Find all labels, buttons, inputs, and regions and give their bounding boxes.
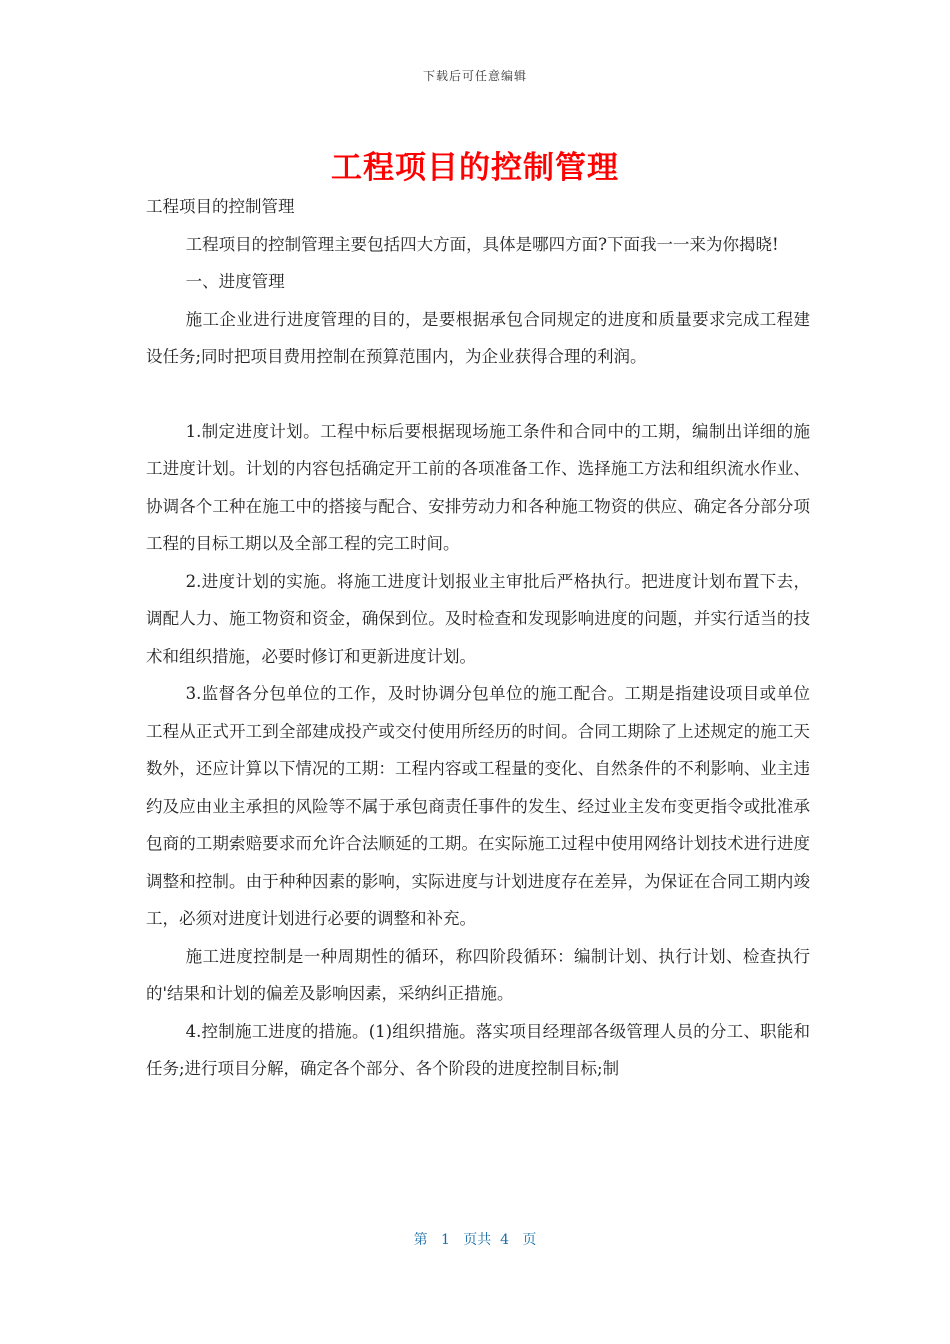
paragraph-progress-purpose: 施工企业进行进度管理的目的，是要根据承包合同规定的进度和质量要求完成工程建设任务;同时把项目费用控制在预算范围内，为企业获得合理的利润。 bbox=[146, 309, 810, 366]
section-heading-progress: 一、进度管理 bbox=[185, 272, 285, 291]
header-note: 下载后可任意编辑 bbox=[422, 69, 527, 83]
paragraph-item-4: 4.控制施工进度的措施。(1)组织措施。落实项目经理部各级管理人员的分工、职能和任务;进行项目分解，确定各个部分、各个阶段的进度控制目标;制 bbox=[146, 1021, 810, 1078]
paragraph-subtitle: 工程项目的控制管理 bbox=[146, 197, 295, 216]
paragraph-intro: 工程项目的控制管理主要包括四大方面，具体是哪四方面?下面我一一来为你揭晓! bbox=[185, 234, 779, 254]
paragraph-cycle: 施工进度控制是一种周期性的循环，称四阶段循环：编制计划、执行计划、检查执行的'结果和计划的偏差及影响因素，采纳纠正措施。 bbox=[146, 946, 810, 1003]
paragraph-item-3: 3.监督各分包单位的工作，及时协调分包单位的施工配合。工期是指建设项目或单位工程从正式开工到全部建成投产或交付使用所经历的时间。合同工期除了上述规定的施工天数外，还应计算以下情况的工期：工程内容或工程量的变化、自然条件的不利影响、业主违约及应由业主承担的风险等不属于承包商责任事件的发生、经过业主发布变更指令或批准承包商的工期索赔要求而允许合法顺延的工期。在实际施工过程中使用网络计划技术进行进度调整和控制。由于种种因素的影响，实际进度与计划进度存在差异，为保证在合同工期内竣工，必须对进度计划进行必要的调整和补充。 bbox=[146, 684, 810, 928]
paragraph-item-1: 1.制定进度计划。工程中标后要根据现场施工条件和合同中的工期，编制出详细的施工进度计划。计划的内容包括确定开工前的各项准备工作、选择施工方法和组织流水作业、协调各个工种在施工中的搭接与配合、安排劳动力和各种施工物资的供应、确定各分部分项工程的目标工期以及全部工程的完工时间。 bbox=[146, 421, 810, 553]
paragraph-item-2: 2.进度计划的实施。将施工进度计划报业主审批后严格执行。把进度计划布置下去，调配人力、施工物资和资金，确保到位。及时检查和发现影响进度的问题，并实行适当的技术和组织措施，必要时修订和更新进度计划。 bbox=[146, 571, 810, 666]
page-footer: 第 1 页共 4 页 bbox=[413, 1232, 537, 1248]
document-body bbox=[146, 188, 810, 1088]
document-title: 工程项目的控制管理 bbox=[331, 150, 619, 186]
